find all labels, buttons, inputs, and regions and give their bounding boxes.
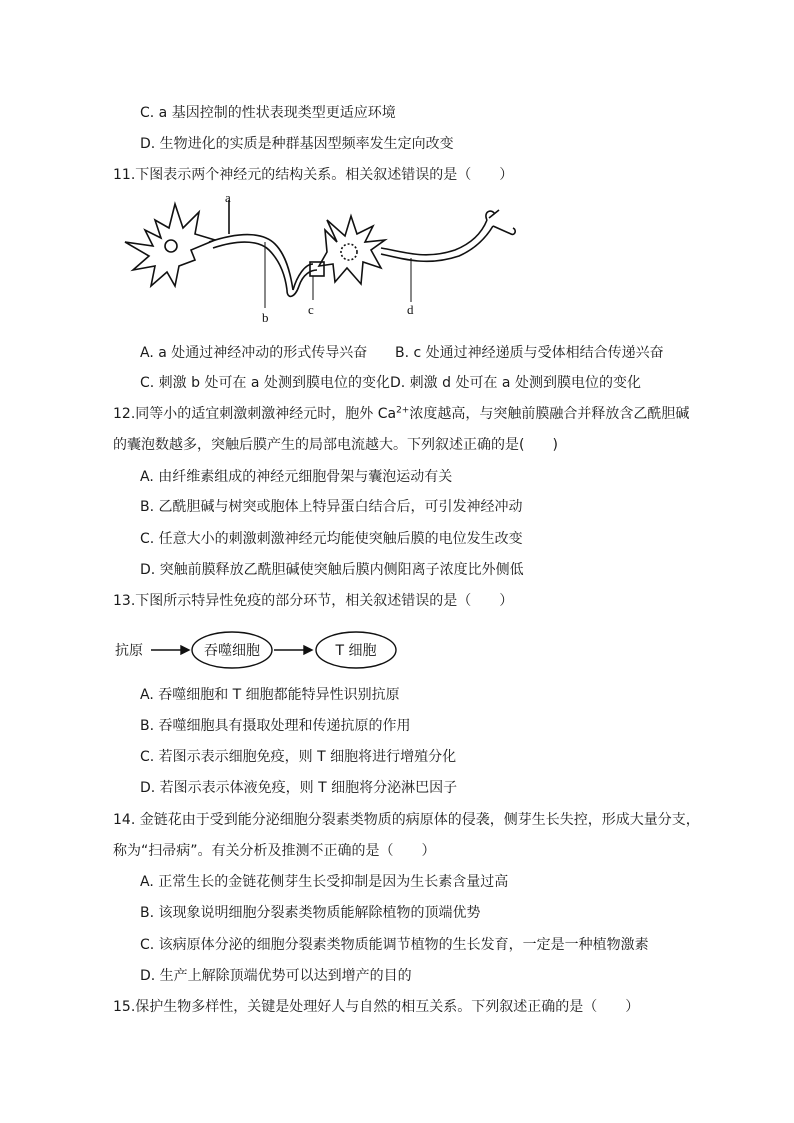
label-a: a (225, 190, 231, 205)
immune-flow-diagram (115, 628, 405, 672)
q13-option-b: B. 吞噬细胞具有摄取处理和传递抗原的作用 (140, 718, 411, 734)
tcell-node: T 细胞 (335, 643, 377, 659)
phagocyte-node: 吞噬细胞 (204, 643, 260, 659)
q10-option-d: D. 生物进化的实质是种群基因型频率发生定向改变 (140, 136, 454, 152)
q11-option-d: D. 刺激 d 处可在 a 处测到膜电位的变化 (390, 375, 641, 391)
q14-stem-line2: 称为“扫帚病”。有关分析及推测不正确的是（ ） (113, 843, 436, 859)
q13-option-a: A. 吞噬细胞和 T 细胞都能特异性识别抗原 (140, 687, 400, 703)
q13-option-c: C. 若图示表示细胞免疫，则 T 细胞将进行增殖分化 (140, 749, 457, 765)
label-c: c (308, 302, 314, 317)
q14-stem-line1: 14. 金链花由于受到能分泌细胞分裂素类物质的病原体的侵袭，侧芽生长失控，形成大量分支， (113, 812, 700, 828)
q14-option-b: B. 该现象说明细胞分裂素类物质能解除植物的顶端优势 (140, 905, 481, 921)
q12-stem-line1: 12.同等小的适宜刺激刺激神经元时，胞外 $Ca^{2+}$浓度越高，与突触前膜融合并释放含乙酰胆碱 (113, 405, 690, 422)
q10-option-c: C. a 基因控制的性状表现类型更适应环境 (140, 105, 396, 121)
antigen-label: 抗原 (115, 643, 143, 659)
q12-option-c: C. 任意大小的刺激刺激神经元均能使突触后膜的电位发生改变 (140, 531, 523, 547)
q14-option-d: D. 生产上解除顶端优势可以达到增产的目的 (140, 968, 412, 984)
q15-stem: 15.保护生物多样性，关键是处理好人与自然的相互关系。下列叙述正确的是（ ） (113, 999, 640, 1015)
q11-option-a: A. a 处通过神经冲动的形式传导兴奋 (140, 345, 368, 361)
q12-option-a: A. 由纤维素组成的神经元细胞骨架与囊泡运动有关 (140, 469, 453, 485)
q12-option-d: D. 突触前膜释放乙酰胆碱使突触后膜内侧阳离子浓度比外侧低 (140, 562, 524, 578)
q13-option-d: D. 若图示表示体液免疫，则 T 细胞将分泌淋巴因子 (140, 780, 458, 796)
q14-option-c: C. 该病原体分泌的细胞分裂素类物质能调节植物的生长发育，一定是一种植物激素 (140, 937, 649, 953)
q11-option-c: C. 刺激 b 处可在 a 处测到膜电位的变化 (140, 375, 390, 391)
label-b: b (262, 310, 269, 325)
q11-stem: 11.下图表示两个神经元的结构关系。相关叙述错误的是（ ） (113, 167, 514, 183)
label-d: d (407, 302, 414, 317)
q14-option-a: A. 正常生长的金链花侧芽生长受抑制是因为生长素含量过高 (140, 874, 509, 890)
q12-option-b: B. 乙酰胆碱与树突或胞体上特异蛋白结合后，可引发神经冲动 (140, 499, 523, 515)
q12-stem-line2: 的囊泡数越多，突触后膜产生的局部电流越大。下列叙述正确的是( ) (113, 437, 558, 453)
q11-option-b: B. c 处通过神经递质与受体相结合传递兴奋 (395, 345, 664, 361)
q13-stem: 13.下图所示特异性免疫的部分环节，相关叙述错误的是（ ） (113, 593, 514, 609)
neuron-diagram (115, 190, 525, 330)
